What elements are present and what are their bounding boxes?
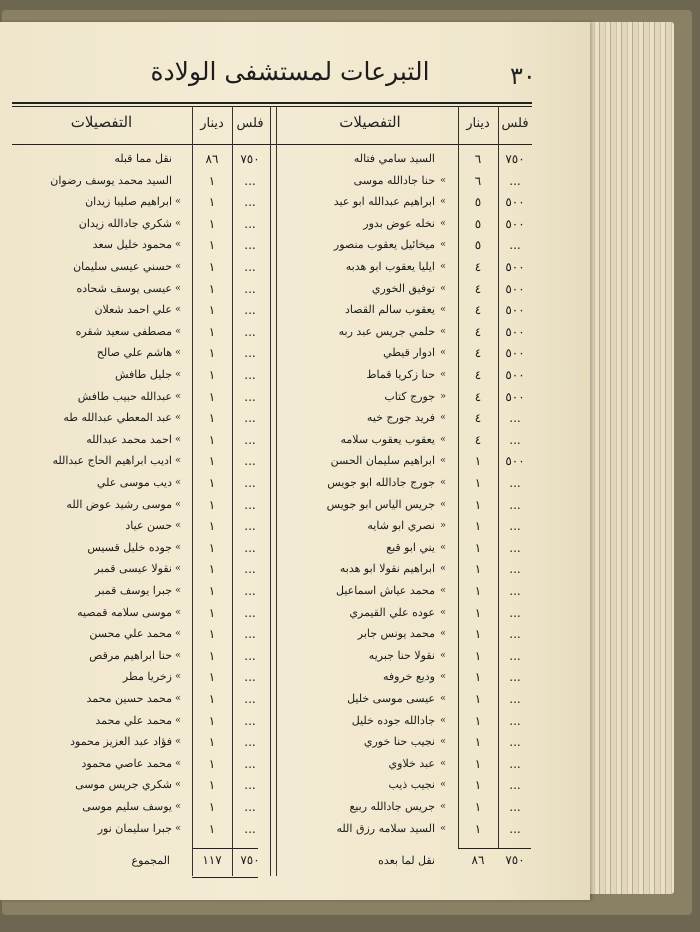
fils-value: ... [244, 433, 256, 447]
page-title: التبرعات لمستشفى الولادة [150, 57, 430, 86]
dinar-value: ١ [208, 627, 216, 641]
ditto-mark: « [175, 520, 182, 531]
ditto-mark: « [440, 412, 447, 423]
fils-value: ... [509, 174, 521, 188]
fils-value: ... [244, 714, 256, 728]
fils-value: ... [244, 282, 256, 296]
donor-name: احمد محمد عبدالله [86, 433, 172, 446]
dinar-value: ١ [474, 562, 482, 576]
dinar-value: ١ [208, 217, 216, 231]
donor-name: عيسى يوسف شحاده [76, 282, 172, 295]
donor-name: عبد خلاوي [388, 757, 435, 770]
ditto-mark: « [175, 779, 182, 790]
header-details: التفصيلات [70, 113, 133, 131]
donor-name: يعقوب سالم القصاد [345, 303, 435, 316]
column-divider [276, 106, 277, 876]
footer-label: نقل لما بعده [378, 854, 435, 867]
ditto-mark: « [175, 283, 182, 294]
donor-name: شكري جريس موسى [75, 778, 172, 791]
dinar-value: ٤ [474, 346, 482, 360]
donor-name: نخله عوض بدور [363, 217, 435, 230]
donor-name: جريس جادالله ربيع [349, 800, 435, 813]
fils-value: ... [244, 692, 256, 706]
fils-value: ... [244, 562, 256, 576]
footer-dinar: ٨٦ [471, 853, 485, 867]
fils-value: ... [509, 778, 521, 792]
ditto-mark: « [175, 391, 182, 402]
fils-value: ٥٠٠ [505, 325, 525, 339]
ditto-mark: « [440, 175, 447, 186]
ditto-mark: » [440, 391, 447, 402]
dinar-value: ١ [474, 584, 482, 598]
dinar-value: ١ [208, 476, 216, 490]
ditto-mark: « [175, 261, 182, 272]
fils-value: ... [244, 217, 256, 231]
donor-name: نقل مما قبله [114, 152, 172, 165]
ditto-mark: « [440, 218, 447, 229]
donor-name: هاشم علي صالح [96, 346, 172, 359]
footer-rule-left [192, 848, 258, 849]
fils-value: ... [509, 757, 521, 771]
dinar-value: ١ [474, 476, 482, 490]
ditto-mark: « [440, 758, 447, 769]
ditto-mark: « [175, 499, 182, 510]
header-rule-top-2 [12, 106, 532, 107]
fils-value: ... [244, 346, 256, 360]
fils-value: ... [509, 584, 521, 598]
ditto-mark: « [175, 758, 182, 769]
fils-value: ... [244, 411, 256, 425]
donor-name: يوسف سليم موسى [82, 800, 172, 813]
fils-value: ... [244, 195, 256, 209]
donor-name: محمد حسين محمد [86, 692, 172, 705]
dinar-value: ١ [474, 714, 482, 728]
donor-name: ابراهيم عبدالله ابو عيد [333, 195, 435, 208]
dinar-value: ١ [208, 368, 216, 382]
dinar-value: ١ [474, 454, 482, 468]
fils-value: ... [509, 800, 521, 814]
fils-value: ... [244, 174, 256, 188]
header-rule-top [12, 102, 532, 104]
dinar-value: ١ [208, 238, 216, 252]
ditto-mark: « [440, 693, 447, 704]
ditto-mark: « [440, 369, 447, 380]
ditto-mark: « [440, 801, 447, 812]
dinar-value: ١ [208, 282, 216, 296]
dinar-value: ١ [474, 735, 482, 749]
donor-name: نصري ابو شايه [367, 519, 435, 532]
dinar-value: ١ [208, 541, 216, 555]
fils-value: ... [244, 476, 256, 490]
dinar-value: ١ [208, 800, 216, 814]
donor-name: جبرا سليمان نور [97, 822, 172, 835]
fils-value: ... [509, 433, 521, 447]
fils-value: ... [244, 778, 256, 792]
ditto-mark: « [175, 477, 182, 488]
dinar-value: ١ [474, 627, 482, 641]
dinar-value: ٤ [474, 390, 482, 404]
fils-value: ... [509, 476, 521, 490]
dinar-value: ١ [208, 411, 216, 425]
dinar-value: ١ [208, 714, 216, 728]
donor-name: جليل طافش [115, 368, 172, 381]
ditto-mark: « [440, 650, 447, 661]
ditto-mark: « [440, 347, 447, 358]
fils-value: ... [244, 325, 256, 339]
dinar-value: ١ [208, 303, 216, 317]
dinar-value: ١ [208, 498, 216, 512]
ditto-mark: « [175, 218, 182, 229]
donor-name: السيد سلامه رزق الله [336, 822, 435, 835]
donor-name: عبد المعطي عبدالله طه [63, 411, 172, 424]
donor-name: فؤاد عبد العزيز محمود [70, 735, 172, 748]
fils-value: ... [244, 584, 256, 598]
fils-value: ... [244, 260, 256, 274]
fils-value: ... [244, 670, 256, 684]
ditto-mark: « [175, 563, 182, 574]
fils-value: ... [509, 541, 521, 555]
donor-name: اديب ابراهيم الحاج عبدالله [52, 454, 172, 467]
donor-name: عبدالله حبيب طافش [77, 390, 172, 403]
fils-value: ... [244, 390, 256, 404]
fils-value: ... [244, 498, 256, 512]
dinar-value: ١ [208, 260, 216, 274]
donor-name: جريس الياس ابو جويس [326, 498, 435, 511]
donor-name: ابراهيم نقولا ابو هدبه [339, 562, 435, 575]
donor-name: نجيب حنا خوري [363, 735, 435, 748]
dinar-value: ٤ [474, 260, 482, 274]
donor-name: حسني عيسى سليمان [73, 260, 172, 273]
fils-value: ٥٠٠ [505, 282, 525, 296]
dinar-value: ١ [474, 800, 482, 814]
fils-value: ٧٥٠ [505, 152, 525, 166]
fils-value: ٥٠٠ [505, 368, 525, 382]
donor-name: محمد يونس جابر [357, 627, 435, 640]
fils-value: ... [244, 735, 256, 749]
ditto-mark: « [175, 823, 182, 834]
ditto-mark: « [440, 455, 447, 466]
ditto-mark: « [175, 585, 182, 596]
ditto-mark: « [440, 499, 447, 510]
column-divider [270, 106, 271, 876]
ditto-mark: « [175, 455, 182, 466]
donor-name: شكري جادالله زيدان [78, 217, 172, 230]
donor-name: السيد سامي فتاله [353, 152, 435, 165]
dinar-value: ١ [208, 649, 216, 663]
donor-name: موسى رشيد عوض الله [66, 498, 172, 511]
footer-dinar: ١١٧ [202, 853, 222, 867]
ditto-mark: « [440, 779, 447, 790]
fils-value: ... [244, 238, 256, 252]
donor-name: نقولا حنا جبريه [368, 649, 435, 662]
ditto-mark: « [175, 736, 182, 747]
fils-value: ... [244, 368, 256, 382]
fils-value: ... [244, 757, 256, 771]
fils-value: ... [244, 822, 256, 836]
dinar-value: ١ [208, 778, 216, 792]
ditto-mark: « [175, 347, 182, 358]
ditto-mark: « [175, 369, 182, 380]
donor-name: جورج كتاب [384, 390, 435, 403]
dinar-value: ٦ [474, 152, 482, 166]
donor-name: حلمي جريس عبد ربه [338, 325, 435, 338]
donor-name: ميخائيل يعقوب منصور [333, 238, 435, 251]
fils-value: ... [244, 800, 256, 814]
fils-value: ... [509, 606, 521, 620]
ditto-mark: « [175, 239, 182, 250]
fils-value: ٥٠٠ [505, 454, 525, 468]
column-divider [498, 106, 499, 848]
dinar-value: ٤ [474, 325, 482, 339]
donor-name: حنا جادالله موسى [353, 174, 435, 187]
footer-label: المجموع [131, 854, 170, 867]
dinar-value: ١ [474, 670, 482, 684]
dinar-value: ١ [208, 822, 216, 836]
donor-name: يعقوب يعقوب سلامه [340, 433, 435, 446]
dinar-value: ١ [208, 692, 216, 706]
ditto-mark: « [440, 563, 447, 574]
donor-name: ادوار قيطي [383, 346, 435, 359]
ditto-mark: « [175, 671, 182, 682]
ditto-mark: « [440, 239, 447, 250]
donor-name: زخريا مطر [122, 670, 172, 683]
donor-name: توفيق الخوري [371, 282, 435, 295]
donor-name: حنا زكريا قماط [366, 368, 435, 381]
header-dinar: دينار [200, 116, 224, 131]
donor-name: وديع خروفه [383, 670, 435, 683]
donor-name: موسى سلامه قمصيه [77, 606, 172, 619]
ditto-mark: « [440, 326, 447, 337]
fils-value: ... [509, 562, 521, 576]
donor-name: حسن عياد [125, 519, 172, 532]
ditto-mark: « [175, 607, 182, 618]
fils-value: ... [244, 519, 256, 533]
dinar-value: ٦ [474, 174, 482, 188]
ditto-mark: « [440, 715, 447, 726]
ditto-mark: « [175, 542, 182, 553]
donor-name: مصطفى سعيد شقره [75, 325, 172, 338]
header-details: التفصيلات [339, 113, 401, 131]
fils-value: ... [509, 411, 521, 425]
ditto-mark: « [175, 693, 182, 704]
donor-name: عوده علي القيمري [349, 606, 435, 619]
fils-value: ... [509, 238, 521, 252]
dinar-value: ١ [208, 584, 216, 598]
donor-name: محمد عاصي محمود [81, 757, 172, 770]
footer-fils: ٧٥٠ [505, 853, 525, 867]
dinar-value: ١ [474, 541, 482, 555]
fils-value: ٥٠٠ [505, 303, 525, 317]
fils-value: ٥٠٠ [505, 346, 525, 360]
donor-name: نجيب ذيب [388, 778, 435, 791]
donor-name: محمد علي محمد [95, 714, 172, 727]
dinar-value: ١ [208, 519, 216, 533]
dinar-value: ١ [474, 778, 482, 792]
dinar-value: ١ [474, 498, 482, 512]
fils-value: ٥٠٠ [505, 390, 525, 404]
ditto-mark: « [175, 628, 182, 639]
page-number: ٣٠ [510, 62, 536, 90]
ditto-mark: « [175, 650, 182, 661]
donor-name: حنا ابراهيم مرقص [89, 649, 172, 662]
footer-rule-right [458, 848, 531, 849]
dinar-value: ٤ [474, 433, 482, 447]
donor-name: جورج جادالله ابو جويس [327, 476, 435, 489]
fils-value: ... [509, 692, 521, 706]
dinar-value: ١ [474, 757, 482, 771]
donor-name: السيد محمد يوسف رضوان [50, 174, 172, 187]
dinar-value: ١ [208, 757, 216, 771]
donor-name: جادالله جوده خليل [351, 714, 435, 727]
dinar-value: ١ [474, 606, 482, 620]
ditto-mark: « [440, 477, 447, 488]
ditto-mark: « [175, 801, 182, 812]
donor-name: يني ابو قبع [386, 541, 435, 554]
ditto-mark: « [440, 261, 447, 272]
header-dinar: دينار [466, 116, 490, 131]
dinar-value: ١ [208, 454, 216, 468]
footer-fils: ٧٥٠ [240, 853, 260, 867]
fils-value: ... [509, 627, 521, 641]
ditto-mark: « [440, 542, 447, 553]
fils-value: ... [509, 670, 521, 684]
donor-name: ابراهيم سليمان الحسن [330, 454, 435, 467]
dinar-value: ٥ [474, 195, 482, 209]
ditto-mark: » [440, 520, 447, 531]
donor-name: جوده خليل قسيس [87, 541, 172, 554]
fils-value: ٥٠٠ [505, 195, 525, 209]
ditto-mark: « [175, 326, 182, 337]
header-fils: فلس [236, 116, 264, 131]
dinar-value: ١ [208, 390, 216, 404]
dinar-value: ١ [474, 519, 482, 533]
ditto-mark: « [440, 585, 447, 596]
ditto-mark: « [440, 823, 447, 834]
ditto-mark: « [440, 628, 447, 639]
fils-value: ٧٥٠ [240, 152, 260, 166]
dinar-value: ١ [208, 433, 216, 447]
donor-name: محمد عياش اسماعيل [336, 584, 435, 597]
fils-value: ... [509, 822, 521, 836]
dinar-value: ١ [208, 735, 216, 749]
dinar-value: ٤ [474, 411, 482, 425]
dinar-value: ٤ [474, 282, 482, 296]
header-rule-bottom [12, 144, 532, 145]
fils-value: ... [244, 454, 256, 468]
fils-value: ... [509, 649, 521, 663]
fils-value: ... [244, 649, 256, 663]
header-fils: فلس [501, 116, 529, 131]
ditto-mark: « [175, 434, 182, 445]
ditto-mark: « [175, 196, 182, 207]
fils-value: ٥٠٠ [505, 217, 525, 231]
dinar-value: ١ [208, 606, 216, 620]
dinar-value: ٨٦ [205, 152, 219, 166]
ditto-mark: « [440, 196, 447, 207]
donor-name: ايليا يعقوب ابو هدبه [345, 260, 435, 273]
fils-value: ... [509, 735, 521, 749]
dinar-value: ٥ [474, 217, 482, 231]
donor-name: ابراهيم صليبا زيدان [85, 195, 172, 208]
dinar-value: ١ [208, 195, 216, 209]
dinar-value: ١ [474, 692, 482, 706]
dinar-value: ١ [208, 174, 216, 188]
ditto-mark: « [175, 715, 182, 726]
dinar-value: ١ [208, 562, 216, 576]
dinar-value: ١ [208, 346, 216, 360]
ditto-mark: « [175, 304, 182, 315]
fils-value: ... [244, 606, 256, 620]
dinar-value: ١ [208, 325, 216, 339]
dinar-value: ١ [474, 649, 482, 663]
dinar-value: ١ [208, 670, 216, 684]
donor-name: محمد علي محسن [89, 627, 172, 640]
donor-name: ديب موسى علي [96, 476, 172, 489]
fils-value: ... [244, 627, 256, 641]
fils-value: ٥٠٠ [505, 260, 525, 274]
ditto-mark: « [440, 607, 447, 618]
dinar-value: ٤ [474, 368, 482, 382]
column-divider [232, 106, 233, 876]
dinar-value: ١ [474, 822, 482, 836]
ditto-mark: « [440, 671, 447, 682]
fils-value: ... [509, 519, 521, 533]
fils-value: ... [509, 714, 521, 728]
donor-name: جبرا يوسف قمبر [95, 584, 172, 597]
ditto-mark: « [440, 283, 447, 294]
donor-name: عيسى موسى خليل [347, 692, 435, 705]
ditto-mark: « [440, 736, 447, 747]
dinar-value: ٥ [474, 238, 482, 252]
ditto-mark: « [440, 304, 447, 315]
fils-value: ... [244, 541, 256, 555]
ditto-mark: « [175, 412, 182, 423]
fils-value: ... [244, 303, 256, 317]
donor-name: فريد جورج خيه [366, 411, 435, 424]
footer-rule-left-2 [192, 877, 258, 878]
dinar-value: ٤ [474, 303, 482, 317]
ditto-mark: « [440, 434, 447, 445]
donor-name: علي احمد شعلان [94, 303, 172, 316]
donor-name: محمود خليل سعد [92, 238, 172, 251]
fils-value: ... [509, 498, 521, 512]
donor-name: نقولا عيسى قمبر [94, 562, 172, 575]
